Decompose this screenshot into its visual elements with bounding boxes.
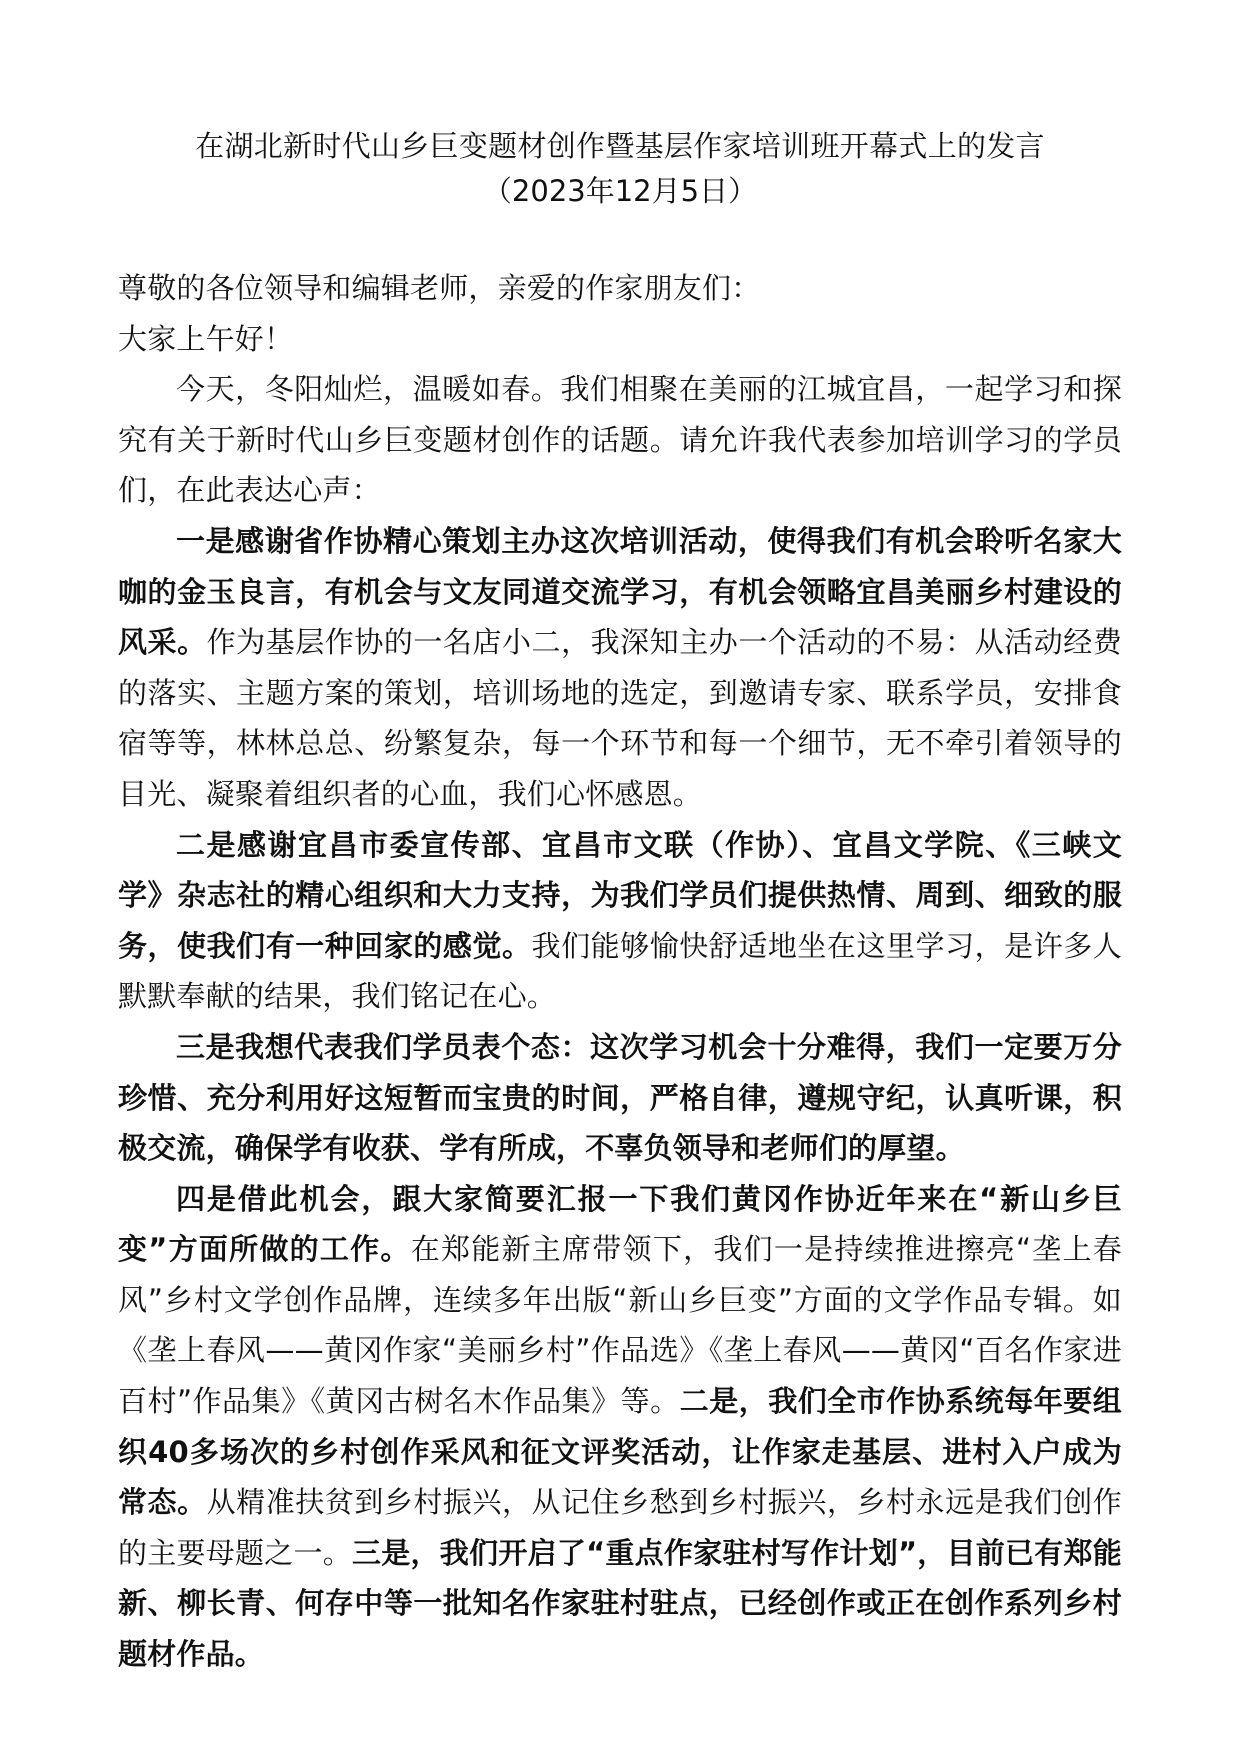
document-title: 在湖北新时代山乡巨变题材创作暨基层作家培训班开幕式上的发言: [195, 129, 1045, 163]
point-one-text: 作为基层作协的一名店小二，我深知主办一个活动的不易：从活动经费的落实、主题方案的策划，培训场地的选定，到邀请专家、联系学员，安排食宿等等，林林总总、纷繁复杂，每一个环节和每一个细节，无不牵引着领导的目光、凝聚着组织者的心血，我们心怀感恩。: [118, 625, 1122, 811]
point-four-heading: 四是借此机会，跟大家简要汇报一下我们黄冈作协近年来在“新山乡巨变”方面所做的工作。: [118, 1181, 1122, 1267]
point-four-heading-3: 三是，我们开启了“重点作家驻村写作计划”，目前已有郑能新、柳长青、何存中等一批知名作家驻村驻点，已经创作或正在创作系列乡村题材作品。: [118, 1535, 1122, 1672]
paragraph-point-one: [118, 516, 1122, 820]
point-three-heading: 三是我想代表我们学员表个态：这次学习机会十分难得，我们一定要万分珍惜、充分利用好这短暂而宝贵的时间，严格自律，遵规守纪，认真听课，积极交流，确保学有收获、学有所成，不辜负领导和老师们的厚望。: [118, 1029, 1122, 1166]
point-two-text: 我们能够愉快舒适地坐在这里学习，是许多人默默奉献的结果，我们铭记在心。: [118, 928, 1122, 1014]
greeting: 大家上午好！: [118, 321, 294, 356]
point-two-heading: 二是感谢宜昌市委宣传部、宜昌市文联（作协）、宜昌文学院、《三峡文学》杂志社的精心组织和大力支持，为我们学员们提供热情、周到、细致的服务，使我们有一种回家的感觉。: [118, 827, 1122, 963]
document-body: [118, 263, 1122, 1680]
point-one-heading: 一是感谢省作协精心策划主办这次培训活动，使得我们有机会聆听名家大咖的金玉良言，有机会与文友同道交流学习，有机会领略宜昌美丽乡村建设的风采。: [118, 523, 1122, 660]
paragraph-point-two: [118, 820, 1122, 1022]
title-block: [120, 124, 1120, 214]
paragraph-point-three: [118, 1022, 1122, 1174]
paragraph-point-four: [118, 1174, 1122, 1680]
paragraph-intro: 今天，冬阳灿烂，温暖如春。我们相聚在美丽的江城宜昌，一起学习和探究有关于新时代山乡巨变题材创作的话题。请允许我代表参加培训学习的学员们，在此表达心声：: [118, 372, 1122, 508]
point-four-text-2: 从精准扶贫到乡村振兴，从记住乡愁到乡村振兴，乡村永远是我们创作的主要母题之一。: [118, 1485, 1122, 1570]
point-four-text-1: 在郑能新主席带领下，我们一是持续推进擦亮“垄上春风”乡村文学创作品牌，连续多年出版“新山乡巨变”方面的文学作品专辑。如《垄上春风——黄冈作家“美丽乡村”作品选》《垄上春风——黄冈“百名作家进百村”作品集》《黄冈古树名木作品集》等。: [118, 1232, 1122, 1419]
document-date: （2023年12月5日）: [482, 174, 758, 208]
point-four-heading-2: 二是，我们全市作协系统每年要组织40多场次的乡村创作采风和征文评奖活动，让作家走基层、进村入户成为常态。: [118, 1384, 1122, 1520]
salutation: 尊敬的各位领导和编辑老师，亲爱的作家朋友们：: [118, 271, 761, 305]
